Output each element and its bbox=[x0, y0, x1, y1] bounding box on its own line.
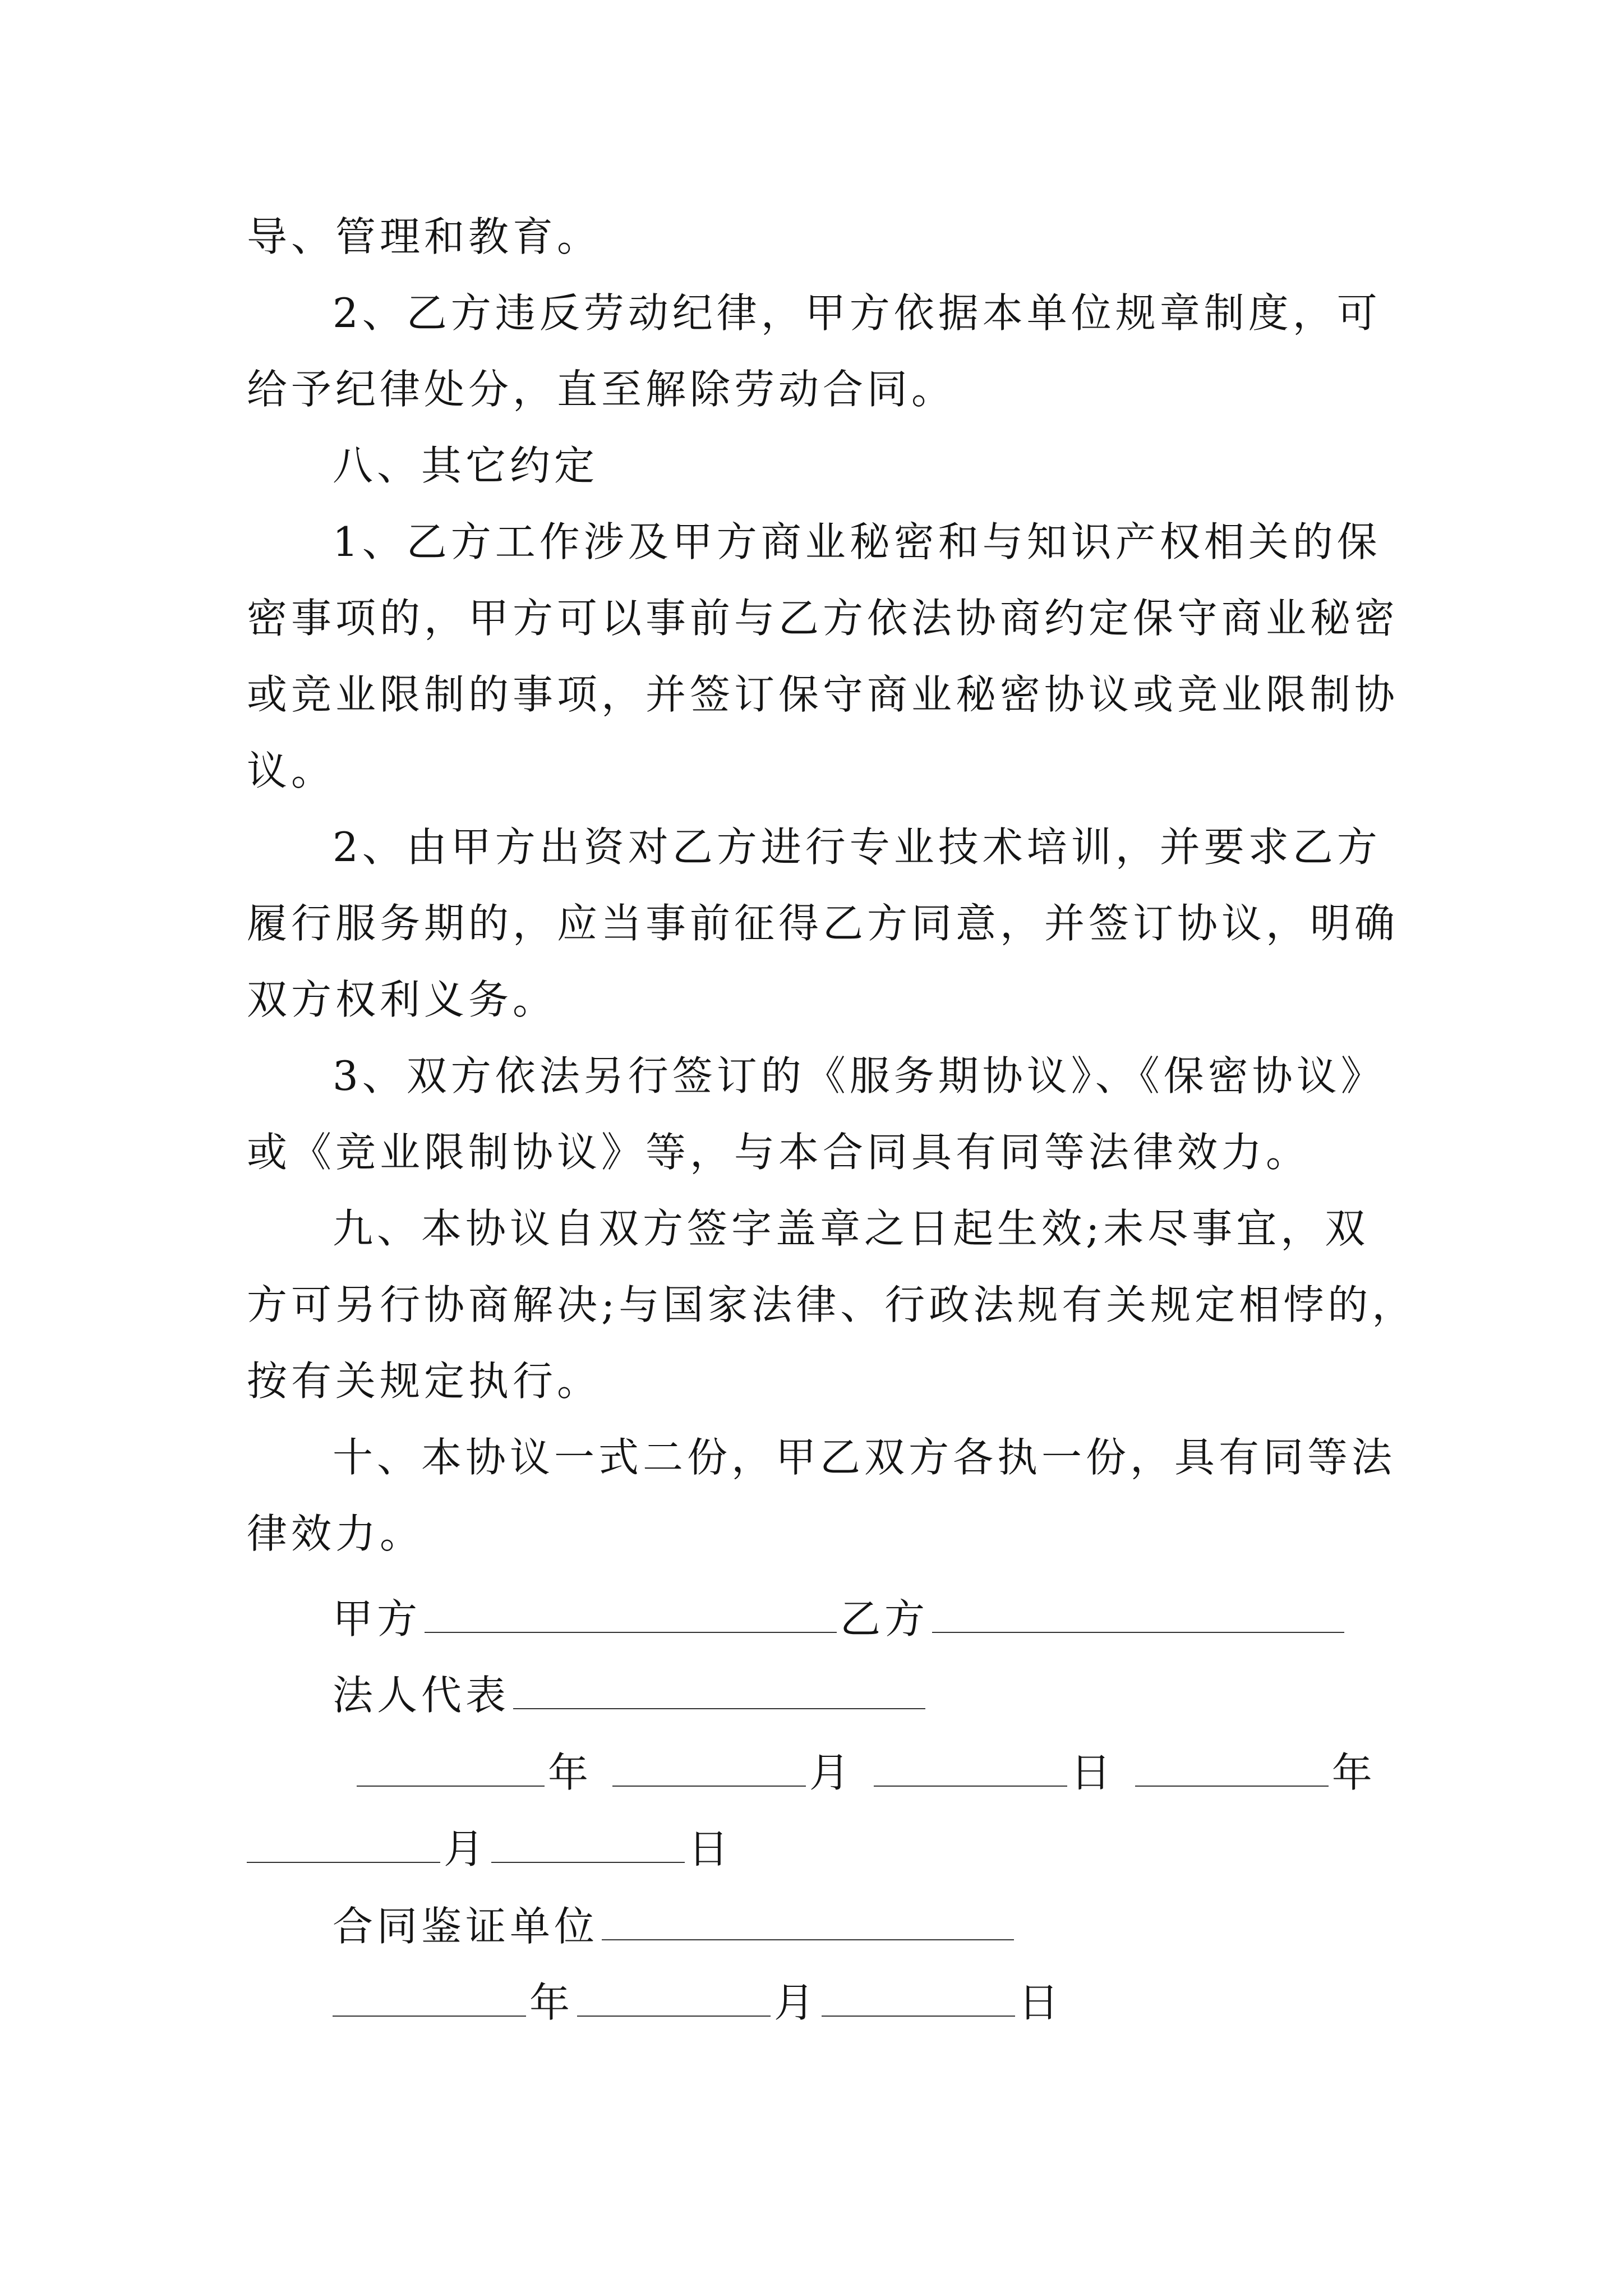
day-blank[interactable] bbox=[822, 2015, 1015, 2017]
text-line: 导、管理和教育。 bbox=[247, 213, 602, 260]
text-line: 给予纪律处分，直至解除劳动合同。 bbox=[247, 366, 956, 413]
text-line: 按有关规定执行。 bbox=[247, 1358, 602, 1405]
text-line: 1、乙方工作涉及甲方商业秘密和与知识产权相关的保 bbox=[333, 518, 1381, 565]
month-label: 月 bbox=[444, 1825, 488, 1872]
text-line: 双方权利义务。 bbox=[247, 976, 557, 1023]
text-line: 密事项的，甲方可以事前与乙方依法协商约定保守商业秘密 bbox=[247, 595, 1399, 642]
party-a-label: 甲方 bbox=[333, 1595, 422, 1642]
year-blank[interactable] bbox=[333, 2015, 526, 2017]
date-row-3 bbox=[333, 1975, 1063, 2031]
day-label: 日 bbox=[1018, 1979, 1063, 2026]
legal-rep-label: 法人代表 bbox=[333, 1672, 510, 1719]
text-line: 3、双方依法另行签订的《服务期协议》、《保密协议》 bbox=[333, 1052, 1385, 1099]
text-line: 律效力。 bbox=[247, 1510, 425, 1557]
text-line: 或竞业限制的事项，并签订保守商业秘密协议或竞业限制协 bbox=[247, 671, 1399, 718]
day-label: 日 bbox=[688, 1825, 733, 1872]
text-line: 方可另行协商解决;与国家法律、行政法规有关规定相悖的， bbox=[247, 1281, 1417, 1328]
legal-rep-blank[interactable] bbox=[513, 1708, 925, 1709]
verify-unit-label: 合同鉴证单位 bbox=[333, 1903, 599, 1950]
month-label: 月 bbox=[774, 1979, 819, 2026]
year-label: 年 bbox=[529, 1979, 574, 2026]
party-b-blank[interactable] bbox=[932, 1631, 1344, 1633]
day-label: 日 bbox=[1070, 1749, 1115, 1796]
verify-unit-row bbox=[333, 1898, 1017, 1954]
year-blank[interactable] bbox=[357, 1785, 545, 1787]
signature-parties-row bbox=[333, 1591, 1348, 1647]
section-heading: 九、本协议自双方签字盖章之日起生效;未尽事宜，双 bbox=[333, 1205, 1370, 1252]
text-line: 2、乙方违反劳动纪律，甲方依据本单位规章制度，可 bbox=[333, 289, 1381, 337]
section-heading: 十、本协议一式二份，甲乙双方各执一份，具有同等法 bbox=[333, 1434, 1396, 1481]
day-blank[interactable] bbox=[874, 1785, 1067, 1787]
day-blank[interactable] bbox=[491, 1861, 685, 1863]
year-label: 年 bbox=[1331, 1749, 1376, 1796]
section-heading: 八、其它约定 bbox=[333, 442, 599, 489]
month-blank[interactable] bbox=[577, 2015, 771, 2017]
text-line: 或《竞业限制协议》等，与本合同具有同等法律效力。 bbox=[247, 1129, 1311, 1176]
text-line: 2、由甲方出资对乙方进行专业技术培训，并要求乙方 bbox=[333, 823, 1381, 871]
month-blank[interactable] bbox=[612, 1785, 806, 1787]
legal-rep-row bbox=[333, 1667, 929, 1723]
text-line: 履行服务期的，应当事前征得乙方同意，并签订协议，明确 bbox=[247, 900, 1399, 947]
text-line: 议。 bbox=[247, 747, 336, 794]
year-label: 年 bbox=[548, 1749, 593, 1796]
party-a-blank[interactable] bbox=[425, 1631, 837, 1633]
party-b-label: 乙方 bbox=[840, 1595, 929, 1642]
month-label: 月 bbox=[809, 1749, 854, 1796]
month-blank[interactable] bbox=[247, 1861, 440, 1863]
date-row-1 bbox=[353, 1745, 1376, 1801]
date-row-2 bbox=[247, 1821, 732, 1877]
year-blank[interactable] bbox=[1135, 1785, 1329, 1787]
verify-unit-blank[interactable] bbox=[602, 1939, 1014, 1940]
